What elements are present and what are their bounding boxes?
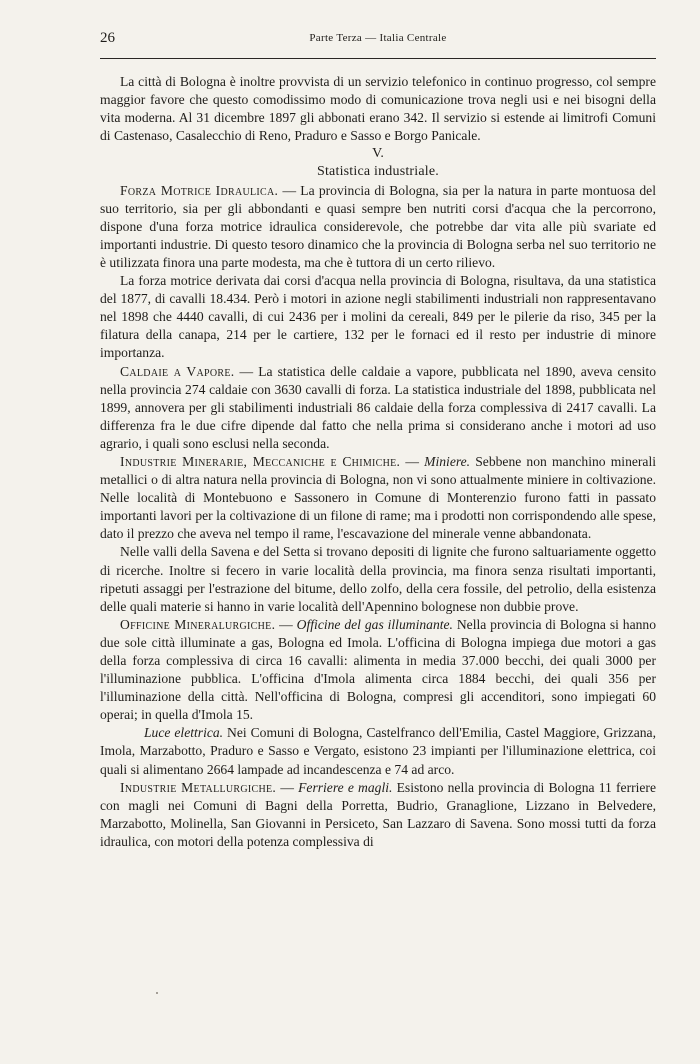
paragraph-forza-derivata: La forza motrice derivata dai corsi d'acqua nella provincia di Bologna, risultava, da una statistica del 1877, di cavalli 18.434. Però i motori in azione negli stabilimenti industriali non rappresentavano nel 1898 che 4440 cavalli, di cui 2436 per i molini da cereali, 849 per le pilerie da riso, 345 per la filatura della canapa, 214 per le cartiere, 132 per le fornaci ed il resto per industrie di minore importanza.: [100, 273, 656, 361]
paragraph-heading: Industrie Minerarie, Meccaniche e Chimiche.: [120, 453, 401, 469]
paragraph-caldaie: [100, 363, 656, 453]
paragraph-industrie-minerarie: [100, 453, 656, 543]
paragraph-text: Nei Comuni di Bologna, Castelfranco dell'Emilia, Castel Maggiore, Grizzana, Imola, Marzabotto, Praduro e Sasso e Vergato, esistono 23 impianti per l'illuminazione elettrica, coi quali si alimentano 2664 lampade ad incandescenza e 74 ad arco.: [100, 725, 656, 777]
paper-speck: [156, 992, 158, 994]
dash: —: [400, 453, 425, 469]
italic-subheading: Miniere.: [424, 453, 471, 469]
paragraph-text: Esistono nella provincia di Bologna 11 ferriere con magli nei Comuni di Bagni della Porretta, Budrio, Granaglione, Lizzano in Belvedere, Marzabotto, Molinella, San Giovanni in Persiceto, San Lazzaro di Savena. Sono mossi tutti da forza idraulica, con motori della potenza complessiva di: [100, 779, 656, 849]
paragraph-heading: Forza Motrice Idraulica.: [120, 182, 279, 198]
paragraph-industrie-metallurgiche: [100, 779, 656, 851]
paragraph-heading: Caldaie a Vapore.: [120, 363, 235, 379]
paragraph-text: — La provincia di Bologna, sia per la natura in parte montuosa del suo territorio, sia per gli abbondanti e quasi sempre ben nutriti corsi d'acqua che la percorrono, dispone d'una forza motrice idraulica considerevole, che potrebbe dar vita alle più svariate ed importanti industrie. Di questo tesoro dinamico che la provincia di Bologna serba nel suo territorio ne è utilizzata finora una parte modesta, ma che è tuttora di un certo rilievo.: [100, 182, 656, 270]
page-number: 26: [100, 30, 115, 46]
paragraph-officine-mineralurgiche: [100, 616, 656, 725]
body-text: [100, 73, 656, 851]
paragraph-forza-motrice: [100, 182, 656, 272]
paragraph-text: Sebbene non manchino minerali metallici o di altra natura nella provincia di Bologna, non vi sono attualmente miniere in coltivazione. Nelle località di Montebuono e Sassonero in Comune di Monterenzio furono fatti in passato importanti lavori per la coltivazione di un filone di rame; ma i prodotti non corrispondendo alle spese, dato il prezzo che aveva nel tempo il rame, l'escavazione del minerale venne abbandonata.: [100, 453, 657, 542]
running-title: Parte Terza — Italia Centrale: [309, 32, 447, 44]
paragraph-text: — La statistica delle caldaie a vapore, pubblicata nel 1890, aveva censito nella provincia 274 caldaie con 3630 cavalli di forza. La statistica industriale del 1898, pubblicata nel 1899, annovera per gli stabilimenti industriali 86 caldaie della forza complessiva di 2417 cavalli. La differenza fra le due cifre dipende dal fatto che nella prima si considerano anche i motori ad uso agrario, i quali sono esclusi nella seconda.: [100, 363, 657, 451]
running-head: [100, 30, 656, 50]
dash: —: [276, 779, 299, 795]
paragraph-telephone: La città di Bologna è inoltre provvista di un servizio telefonico in continuo progresso, col sempre maggior favore che questo comodissimo modo di comunicazione trova negli usi e nei bisogni della vita moderna. Al 31 dicembre 1897 gli abbonati erano 342. Il servizio si estende ai limitrofi Comuni di Castenaso, Casalecchio di Reno, Praduro e Sasso e Borgo Panicale.: [100, 74, 656, 144]
dash: —: [275, 616, 297, 632]
paragraph-luce-elettrica: [100, 724, 656, 778]
section-number: V.: [372, 146, 384, 162]
section-title: Statistica industriale.: [316, 164, 440, 180]
paragraph-heading: Officine Mineralurgiche.: [120, 616, 276, 632]
paragraph-lignite: Nelle valli della Savena e del Setta si trovano depositi di lignite che furono saltuariamente oggetto di ricerche. Inoltre si fecero in varie località della provincia, ma finora senza risultati importanti, ripetuti assaggi per l'estrazione del bitume, dello zolfo, della cera fossile, del petrolio, della esistenza delle quali materie si hanno in varie località dell'Apennino bolognese non dubbie prove.: [100, 544, 656, 614]
paragraph-text: Nella provincia di Bologna si hanno due sole città illuminate a gas, Bologna ed Imola. L'officina di Bologna impiega due motori a gas della forza complessiva di circa 16 cavalli: alimenta in media 37.000 becchi, dei quali 3000 per l'illuminazione pubblica. L'officina d'Imola alimenta circa 1884 becchi, dei quali 356 per l'illuminazione della città. Nell'officina di Bologna, compresi gli accenditori, sono impiegati 60 operai; in quella d'Imola 15.: [100, 616, 657, 723]
header-rule: [100, 58, 656, 59]
paragraph-heading: Industrie Metallurgiche.: [120, 779, 277, 795]
italic-subheading: Luce elettrica.: [144, 725, 224, 741]
italic-subheading: Ferriere e magli.: [298, 779, 393, 795]
italic-subheading: Officine del gas illuminante.: [296, 616, 453, 632]
